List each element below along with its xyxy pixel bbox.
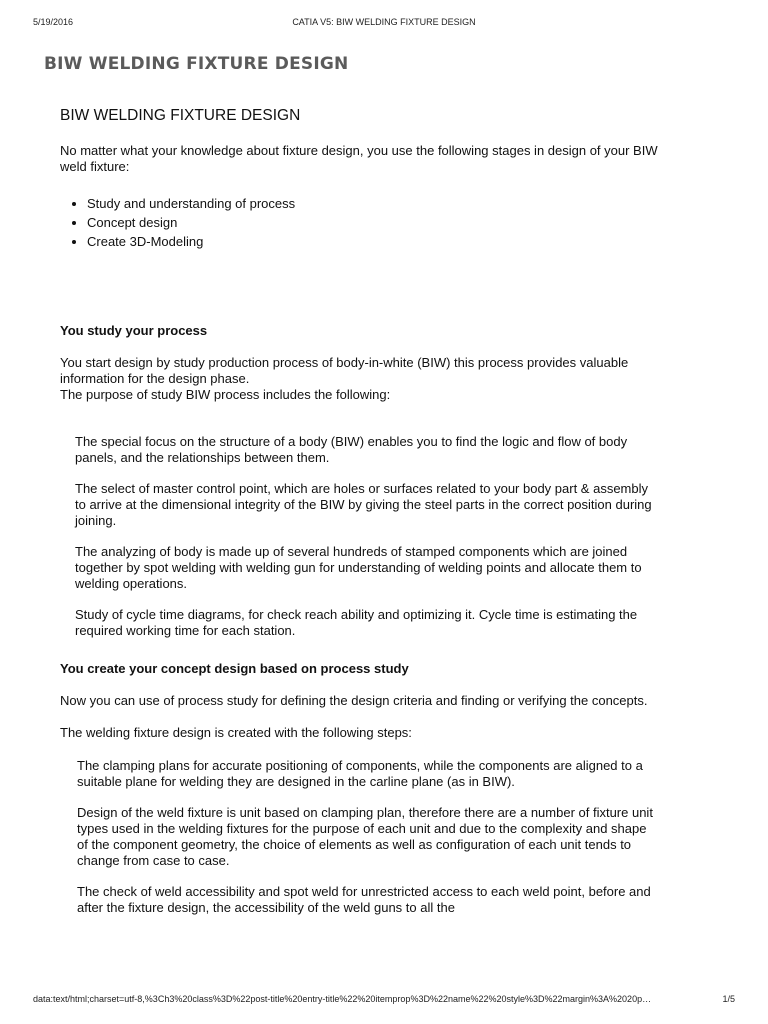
intro-paragraph: No matter what your knowledge about fixture design, you use the following stages in design of your BIW weld fixture: bbox=[60, 143, 658, 174]
process-item: The special focus on the structure of a body (BIW) enables you to find the logic and flow of body panels, and the relationships between them. bbox=[75, 434, 628, 465]
print-url: data:text/html;charset=utf-8,%3Ch3%20class%3D%22post-title%20entry-title%22%20itemprop%3D%22name%22%20style%3D%22margin%3A%2020p… bbox=[33, 994, 652, 1004]
page-number: 1/5 bbox=[722, 994, 735, 1004]
section-heading-concept: You create your concept design based on process study bbox=[60, 661, 409, 676]
post-body bbox=[60, 106, 660, 916]
list-item: • Create 3D-Modeling bbox=[87, 232, 660, 251]
list-item: • Concept design bbox=[87, 213, 660, 232]
list-item: • Study and understanding of process bbox=[87, 194, 660, 213]
print-date: 5/19/2016 bbox=[33, 17, 74, 27]
stages-list bbox=[60, 194, 660, 251]
process-item: Study of cycle time diagrams, for check reach ability and optimizing it. Cycle time is estimating the required working time for each station. bbox=[75, 607, 638, 638]
process-purpose-paragraph: The purpose of study BIW process includes the following: bbox=[60, 387, 391, 402]
section-heading-process: You study your process bbox=[60, 323, 208, 338]
process-item: The select of master control point, which are holes or surfaces related to your body part & assembly to arrive at the dimensional integrity of the BIW by giving the steel parts in the correct position during joining. bbox=[75, 481, 652, 528]
blog-title[interactable]: BIW WELDING FIXTURE DESIGN bbox=[44, 54, 349, 74]
post-heading: BIW WELDING FIXTURE DESIGN bbox=[60, 107, 301, 124]
print-page-title: CATIA V5: BIW WELDING FIXTURE DESIGN bbox=[292, 17, 476, 27]
concept-paragraph: Now you can use of process study for defining the design criteria and finding or verifying the concepts. bbox=[60, 693, 648, 708]
process-paragraph: You start design by study production process of body-in-white (BIW) this process provides valuable information for the design phase. bbox=[60, 355, 629, 386]
concept-item: The clamping plans for accurate positioning of components, while the components are aligned to a suitable plane for welding they are designed in the carline plane (as in BIW). bbox=[77, 758, 643, 789]
concept-steps-paragraph: The welding fixture design is created with the following steps: bbox=[60, 725, 412, 740]
process-item: The analyzing of body is made up of several hundreds of stamped components which are joined together by spot welding with welding gun for understanding of welding points and allocate them to welding operations. bbox=[75, 544, 642, 591]
concept-item: Design of the weld fixture is unit based on clamping plan, therefore there are a number of fixture unit types used in the welding fixtures for the purpose of each unit and due to the complexity and shape of the component geometry, the choice of elements as well as configuration of each unit tends to change from case to case. bbox=[77, 805, 653, 868]
concept-item: The check of weld accessibility and spot weld for unrestricted access to each weld point, before and after the fixture design, the accessibility of the weld guns to all the bbox=[77, 884, 651, 915]
